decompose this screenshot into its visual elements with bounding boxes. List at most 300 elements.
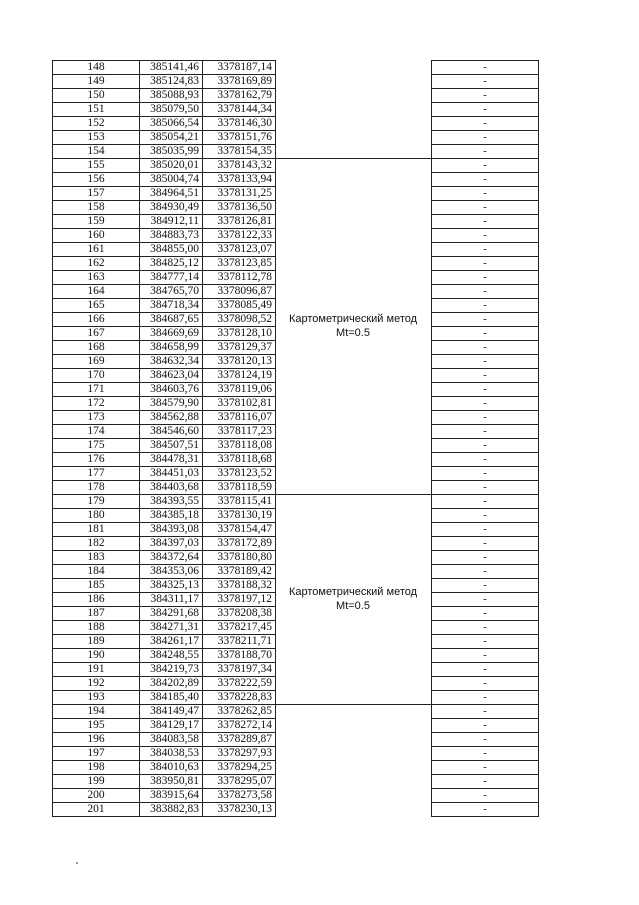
point-number-cell: 157 (53, 187, 140, 201)
accuracy-value-cell: - (432, 775, 539, 789)
point-number-cell: 161 (53, 243, 140, 257)
table-row (53, 131, 276, 145)
x-coordinate-cell: 384083,58 (140, 733, 203, 747)
y-coordinate-cell: 3378123,52 (203, 467, 276, 481)
table-row (53, 565, 276, 579)
accuracy-value-cell: - (432, 411, 539, 425)
table-row (432, 271, 539, 285)
y-coordinate-cell: 3378119,06 (203, 383, 276, 397)
accuracy-value-cell: - (432, 565, 539, 579)
x-coordinate-cell: 385141,46 (140, 61, 203, 75)
x-coordinate-cell: 384291,68 (140, 607, 203, 621)
accuracy-value-cell: - (432, 733, 539, 747)
table-row (432, 593, 539, 607)
y-coordinate-cell: 3378154,47 (203, 523, 276, 537)
accuracy-value-cell: - (432, 327, 539, 341)
y-coordinate-cell: 3378230,13 (203, 803, 276, 817)
x-coordinate-cell: 384669,69 (140, 327, 203, 341)
y-coordinate-cell: 3378222,59 (203, 677, 276, 691)
y-coordinate-cell: 3378136,50 (203, 201, 276, 215)
x-coordinate-cell: 384202,89 (140, 677, 203, 691)
table-row (53, 663, 276, 677)
table-row (53, 607, 276, 621)
y-coordinate-cell: 3378217,45 (203, 621, 276, 635)
accuracy-value-cell: - (432, 369, 539, 383)
accuracy-value-cell: - (432, 705, 539, 719)
point-number-cell: 150 (53, 89, 140, 103)
accuracy-value-cell: - (432, 453, 539, 467)
table-row (432, 243, 539, 257)
table-row (432, 229, 539, 243)
x-coordinate-cell: 384393,55 (140, 495, 203, 509)
table-row (53, 243, 276, 257)
x-coordinate-cell: 384546,60 (140, 425, 203, 439)
x-coordinate-cell: 384010,63 (140, 761, 203, 775)
accuracy-value-cell: - (432, 747, 539, 761)
table-row (432, 299, 539, 313)
table-row (53, 383, 276, 397)
y-coordinate-cell: 3378131,25 (203, 187, 276, 201)
x-coordinate-cell: 384397,03 (140, 537, 203, 551)
table-row (432, 719, 539, 733)
accuracy-value-cell: - (432, 607, 539, 621)
accuracy-value-cell: - (432, 635, 539, 649)
table-row (432, 747, 539, 761)
y-coordinate-cell: 3378294,25 (203, 761, 276, 775)
x-coordinate-cell: 384261,17 (140, 635, 203, 649)
accuracy-value-cell: - (432, 271, 539, 285)
table-row (432, 509, 539, 523)
x-coordinate-cell: 383950,81 (140, 775, 203, 789)
accuracy-value-cell: - (432, 299, 539, 313)
point-number-cell: 171 (53, 383, 140, 397)
table-row (432, 75, 539, 89)
x-coordinate-cell: 384311,17 (140, 593, 203, 607)
point-number-cell: 176 (53, 453, 140, 467)
table-row (53, 467, 276, 481)
table-row (53, 579, 276, 593)
table-row (432, 733, 539, 747)
point-number-cell: 194 (53, 705, 140, 719)
x-coordinate-cell: 384579,90 (140, 397, 203, 411)
y-coordinate-cell: 3378118,08 (203, 439, 276, 453)
point-number-cell: 160 (53, 229, 140, 243)
table-row (53, 747, 276, 761)
point-number-cell: 175 (53, 439, 140, 453)
y-coordinate-cell: 3378180,80 (203, 551, 276, 565)
table-row (432, 327, 539, 341)
y-coordinate-cell: 3378096,87 (203, 285, 276, 299)
y-coordinate-cell: 3378151,76 (203, 131, 276, 145)
point-number-cell: 169 (53, 355, 140, 369)
x-coordinate-cell: 385004,74 (140, 173, 203, 187)
point-number-cell: 173 (53, 411, 140, 425)
y-coordinate-cell: 3378297,93 (203, 747, 276, 761)
y-coordinate-cell: 3378115,41 (203, 495, 276, 509)
table-row (432, 341, 539, 355)
point-number-cell: 189 (53, 635, 140, 649)
x-coordinate-cell: 385054,21 (140, 131, 203, 145)
y-coordinate-cell: 3378228,83 (203, 691, 276, 705)
x-coordinate-cell: 384883,73 (140, 229, 203, 243)
table-row (53, 355, 276, 369)
point-number-cell: 156 (53, 173, 140, 187)
accuracy-value-cell: - (432, 621, 539, 635)
table-row (432, 467, 539, 481)
y-coordinate-cell: 3378211,71 (203, 635, 276, 649)
y-coordinate-cell: 3378128,10 (203, 327, 276, 341)
accuracy-value-cell: - (432, 285, 539, 299)
table-row (53, 705, 276, 719)
table-row (53, 761, 276, 775)
table-row (432, 523, 539, 537)
table-row (432, 145, 539, 159)
accuracy-value-cell: - (432, 593, 539, 607)
table-row (432, 425, 539, 439)
accuracy-value-cell: - (432, 467, 539, 481)
table-row (53, 453, 276, 467)
group-top-border (273, 494, 431, 495)
y-coordinate-cell: 3378118,68 (203, 453, 276, 467)
table-row (432, 355, 539, 369)
accuracy-value-cell: - (432, 677, 539, 691)
method-accuracy: Mt=0.5 (336, 600, 370, 612)
table-row (53, 187, 276, 201)
point-number-cell: 166 (53, 313, 140, 327)
accuracy-value-cell: - (432, 649, 539, 663)
point-number-cell: 149 (53, 75, 140, 89)
y-coordinate-cell: 3378189,42 (203, 565, 276, 579)
table-row (432, 803, 539, 817)
table-row (53, 397, 276, 411)
accuracy-value-cell: - (432, 789, 539, 803)
accuracy-value-cell: - (432, 103, 539, 117)
point-number-cell: 180 (53, 509, 140, 523)
y-coordinate-cell: 3378187,14 (203, 61, 276, 75)
x-coordinate-cell: 384687,65 (140, 313, 203, 327)
y-coordinate-cell: 3378122,33 (203, 229, 276, 243)
x-coordinate-cell: 384507,51 (140, 439, 203, 453)
accuracy-value-cell: - (432, 579, 539, 593)
point-number-cell: 170 (53, 369, 140, 383)
table-row (432, 761, 539, 775)
accuracy-value-cell: - (432, 131, 539, 145)
point-number-cell: 199 (53, 775, 140, 789)
y-coordinate-cell: 3378130,19 (203, 509, 276, 523)
x-coordinate-cell: 385035,99 (140, 145, 203, 159)
table-row (432, 61, 539, 75)
accuracy-value-cell: - (432, 481, 539, 495)
y-coordinate-cell: 3378289,87 (203, 733, 276, 747)
accuracy-value-cell: - (432, 243, 539, 257)
y-coordinate-cell: 3378085,49 (203, 299, 276, 313)
point-number-cell: 151 (53, 103, 140, 117)
point-number-cell: 174 (53, 425, 140, 439)
y-coordinate-cell: 3378295,07 (203, 775, 276, 789)
x-coordinate-cell: 384185,40 (140, 691, 203, 705)
table-row (432, 369, 539, 383)
y-coordinate-cell: 3378197,34 (203, 663, 276, 677)
point-number-cell: 148 (53, 61, 140, 75)
x-coordinate-cell: 384372,64 (140, 551, 203, 565)
table-row (432, 159, 539, 173)
table-row (53, 299, 276, 313)
x-coordinate-cell: 384451,03 (140, 467, 203, 481)
y-coordinate-cell: 3378118,59 (203, 481, 276, 495)
x-coordinate-cell: 384149,47 (140, 705, 203, 719)
point-number-cell: 165 (53, 299, 140, 313)
method-label (273, 585, 433, 613)
point-number-cell: 186 (53, 593, 140, 607)
y-coordinate-cell: 3378172,89 (203, 537, 276, 551)
point-number-cell: 168 (53, 341, 140, 355)
table-row (53, 677, 276, 691)
table-row (432, 453, 539, 467)
table-row (432, 173, 539, 187)
table-row (53, 159, 276, 173)
table-row (432, 775, 539, 789)
point-number-cell: 193 (53, 691, 140, 705)
point-number-cell: 184 (53, 565, 140, 579)
point-number-cell: 192 (53, 677, 140, 691)
table-row (53, 691, 276, 705)
x-coordinate-cell: 384964,51 (140, 187, 203, 201)
x-coordinate-cell: 384353,06 (140, 565, 203, 579)
point-number-cell: 196 (53, 733, 140, 747)
y-coordinate-cell: 3378120,13 (203, 355, 276, 369)
x-coordinate-cell: 384403,68 (140, 481, 203, 495)
x-coordinate-cell: 385088,93 (140, 89, 203, 103)
point-number-cell: 190 (53, 649, 140, 663)
y-coordinate-cell: 3378262,85 (203, 705, 276, 719)
table-row (53, 75, 276, 89)
table-row (53, 271, 276, 285)
accuracy-value-cell: - (432, 383, 539, 397)
method-label (273, 312, 433, 340)
y-coordinate-cell: 3378273,58 (203, 789, 276, 803)
table-row (432, 215, 539, 229)
table-row (53, 621, 276, 635)
method-name: Картометрический метод (288, 313, 418, 325)
group-top-border (273, 158, 431, 159)
y-coordinate-cell: 3378129,37 (203, 341, 276, 355)
accuracy-value-cell: - (432, 663, 539, 677)
table-row (432, 705, 539, 719)
accuracy-value-cell: - (432, 719, 539, 733)
x-coordinate-cell: 385079,50 (140, 103, 203, 117)
table-row (53, 649, 276, 663)
point-number-cell: 153 (53, 131, 140, 145)
table-row (53, 341, 276, 355)
accuracy-value-cell: - (432, 201, 539, 215)
point-number-cell: 198 (53, 761, 140, 775)
x-coordinate-cell: 383915,64 (140, 789, 203, 803)
group-bottom-border (273, 704, 431, 705)
table-row (432, 411, 539, 425)
x-coordinate-cell: 384658,99 (140, 341, 203, 355)
table-row (53, 229, 276, 243)
table-row (53, 61, 276, 75)
accuracy-value-cell: - (432, 145, 539, 159)
x-coordinate-cell: 384219,73 (140, 663, 203, 677)
table-row (53, 103, 276, 117)
x-coordinate-cell: 384912,11 (140, 215, 203, 229)
table-row (432, 691, 539, 705)
point-number-cell: 159 (53, 215, 140, 229)
method-accuracy: Mt=0.5 (336, 327, 370, 339)
table-row (432, 257, 539, 271)
x-coordinate-cell: 385124,83 (140, 75, 203, 89)
y-coordinate-cell: 3378154,35 (203, 145, 276, 159)
x-coordinate-cell: 384603,76 (140, 383, 203, 397)
y-coordinate-cell: 3378197,12 (203, 593, 276, 607)
x-coordinate-cell: 385020,01 (140, 159, 203, 173)
table-row (432, 495, 539, 509)
y-coordinate-cell: 3378272,14 (203, 719, 276, 733)
accuracy-value-cell: - (432, 551, 539, 565)
table-row (432, 397, 539, 411)
accuracy-value-cell: - (432, 257, 539, 271)
x-coordinate-cell: 384825,12 (140, 257, 203, 271)
x-coordinate-cell: 384393,08 (140, 523, 203, 537)
point-number-cell: 195 (53, 719, 140, 733)
y-coordinate-cell: 3378188,32 (203, 579, 276, 593)
point-number-cell: 162 (53, 257, 140, 271)
accuracy-value-cell: - (432, 509, 539, 523)
table-row (432, 677, 539, 691)
table-row (53, 201, 276, 215)
accuracy-value-cell: - (432, 761, 539, 775)
accuracy-value-cell: - (432, 75, 539, 89)
method-name: Картометрический метод (288, 586, 418, 598)
table-row (53, 327, 276, 341)
point-number-cell: 200 (53, 789, 140, 803)
point-number-cell: 179 (53, 495, 140, 509)
table-row (53, 509, 276, 523)
y-coordinate-cell: 3378102,81 (203, 397, 276, 411)
table-row (53, 537, 276, 551)
table-row (53, 551, 276, 565)
y-coordinate-cell: 3378123,07 (203, 243, 276, 257)
table-row (432, 201, 539, 215)
accuracy-table (431, 60, 539, 817)
point-number-cell: 155 (53, 159, 140, 173)
x-coordinate-cell: 384777,14 (140, 271, 203, 285)
x-coordinate-cell: 384385,18 (140, 509, 203, 523)
coordinates-table (52, 60, 276, 817)
table-row (53, 411, 276, 425)
y-coordinate-cell: 3378144,34 (203, 103, 276, 117)
table-row (432, 439, 539, 453)
point-number-cell: 163 (53, 271, 140, 285)
accuracy-value-cell: - (432, 215, 539, 229)
y-coordinate-cell: 3378133,94 (203, 173, 276, 187)
x-coordinate-cell: 384038,53 (140, 747, 203, 761)
point-number-cell: 172 (53, 397, 140, 411)
table-row (432, 481, 539, 495)
table-row (53, 719, 276, 733)
y-coordinate-cell: 3378162,79 (203, 89, 276, 103)
accuracy-value-cell: - (432, 61, 539, 75)
y-coordinate-cell: 3378098,52 (203, 313, 276, 327)
table-row (432, 103, 539, 117)
table-row (432, 117, 539, 131)
table-row (53, 635, 276, 649)
y-coordinate-cell: 3378188,70 (203, 649, 276, 663)
y-coordinate-cell: 3378123,85 (203, 257, 276, 271)
point-number-cell: 182 (53, 537, 140, 551)
x-coordinate-cell: 384930,49 (140, 201, 203, 215)
point-number-cell: 201 (53, 803, 140, 817)
accuracy-value-cell: - (432, 355, 539, 369)
point-number-cell: 185 (53, 579, 140, 593)
table-row (432, 551, 539, 565)
accuracy-value-cell: - (432, 439, 539, 453)
accuracy-value-cell: - (432, 397, 539, 411)
accuracy-table-body (432, 61, 539, 817)
table-row (432, 565, 539, 579)
x-coordinate-cell: 384325,13 (140, 579, 203, 593)
accuracy-value-cell: - (432, 495, 539, 509)
table-row (432, 89, 539, 103)
table-row (53, 173, 276, 187)
y-coordinate-cell: 3378143,32 (203, 159, 276, 173)
table-row (53, 89, 276, 103)
accuracy-value-cell: - (432, 803, 539, 817)
table-row (53, 789, 276, 803)
table-row (53, 733, 276, 747)
point-number-cell: 158 (53, 201, 140, 215)
point-number-cell: 154 (53, 145, 140, 159)
x-coordinate-cell: 384478,31 (140, 453, 203, 467)
table-row (53, 257, 276, 271)
accuracy-value-cell: - (432, 523, 539, 537)
table-row (432, 131, 539, 145)
point-number-cell: 187 (53, 607, 140, 621)
table-row (53, 117, 276, 131)
y-coordinate-cell: 3378126,81 (203, 215, 276, 229)
table-row (53, 775, 276, 789)
table-row (432, 313, 539, 327)
x-coordinate-cell: 384248,55 (140, 649, 203, 663)
accuracy-value-cell: - (432, 229, 539, 243)
y-coordinate-cell: 3378208,38 (203, 607, 276, 621)
x-coordinate-cell: 384271,31 (140, 621, 203, 635)
point-number-cell: 183 (53, 551, 140, 565)
table-row (53, 285, 276, 299)
point-number-cell: 178 (53, 481, 140, 495)
table-row (432, 579, 539, 593)
point-number-cell: 167 (53, 327, 140, 341)
table-row (432, 383, 539, 397)
x-coordinate-cell: 384855,00 (140, 243, 203, 257)
table-row (432, 621, 539, 635)
table-row (53, 313, 276, 327)
accuracy-value-cell: - (432, 537, 539, 551)
table-row (53, 593, 276, 607)
table-row (53, 215, 276, 229)
point-number-cell: 181 (53, 523, 140, 537)
coordinates-table-body (53, 61, 276, 817)
table-row (53, 495, 276, 509)
x-coordinate-cell: 384562,88 (140, 411, 203, 425)
point-number-cell: 191 (53, 663, 140, 677)
table-row (53, 369, 276, 383)
y-coordinate-cell: 3378124,19 (203, 369, 276, 383)
y-coordinate-cell: 3378146,30 (203, 117, 276, 131)
table-row (53, 803, 276, 817)
point-number-cell: 152 (53, 117, 140, 131)
